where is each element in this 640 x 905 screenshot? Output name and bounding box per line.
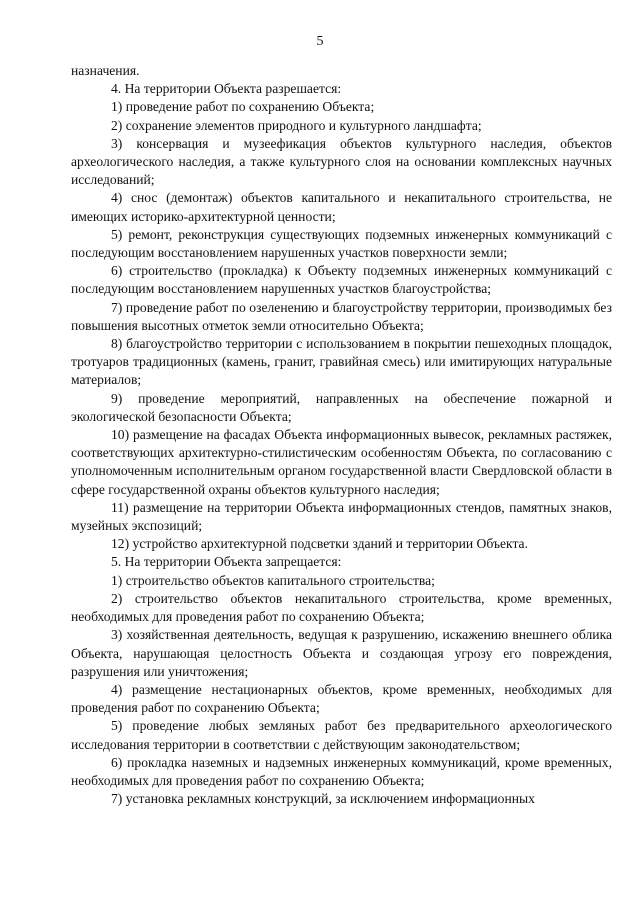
paragraph: 4) размещение нестационарных объектов, кроме временных, необходимых для проведения работ по сохранению Объекта; [71,681,612,716]
paragraph: 3) хозяйственная деятельность, ведущая к разрушению, искажению внешнего облика Объекта, нарушающая целостность Объекта и создающая угрозу его повреждения, разрушения или уничтожения; [71,627,612,679]
paragraph: 4) снос (демонтаж) объектов капитального и некапитального строительства, не имеющих историко-архитектурной ценности; [71,190,612,224]
paragraph: 1) строительство объектов капитального строительства; [111,572,435,588]
paragraph: 5) проведение любых земляных работ без предварительного археологического исследования территории в соответствии с действующим законодательством; [71,718,612,752]
paragraph: 5) ремонт, реконструкция существующих подземных инженерных коммуникаций с последующим восстановлением нарушенных участков поверхности земли; [71,226,612,261]
paragraph: 12) устройство архитектурной подсветки зданий и территории Объекта. [111,536,528,552]
paragraph: 7) установка рекламных конструкций, за исключением информационных [111,791,535,807]
paragraph: 10) размещение на фасадах Объекта информационных вывесок, рекламных растяжек, соответствующих архитектурно-стилистическим особенностям Объекта, по согласованию с уполномоченным исполнительным органом государственной власти Свердловской области в сфере государственной охраны объектов культурного наследия; [71,427,612,497]
section-4-heading: 4. На территории Объекта разрешается: [111,81,342,97]
paragraph: 7) проведение работ по озеленению и благоустройству территории, производимых без повышения высотных отметок земли относительно Объекта; [71,299,612,333]
paragraph: 6) прокладка наземных и надземных инженерных коммуникаций, кроме временных, необходимых для проведения работ по сохранению Объекта; [71,754,612,788]
section-5-heading: 5. На территории Объекта запрещается: [111,554,342,570]
continuation-line: назначения. [71,63,140,78]
paragraph: 3) консервация и музеефикация объектов культурного наследия, объектов археологического наследия, а также культурного слоя на основании комплексных научных исследований; [71,135,612,188]
page-number: 5 [316,34,324,49]
paragraph: 2) сохранение элементов природного и культурного ландшафта; [111,117,482,133]
document-body [71,62,612,808]
paragraph: 9) проведение мероприятий, направленных на обеспечение пожарной и экологической безопасности Объекта; [71,390,612,424]
paragraph: 6) строительство (прокладка) к Объекту подземных инженерных коммуникаций с последующим восстановлением нарушенных участков благоустройства; [71,263,612,297]
paragraph: 8) благоустройство территории с использованием в покрытии пешеходных площадок, тротуаров традиционных (камень, гранит, гравийная смесь) или имитирующих натуральные материалов; [71,336,612,388]
paragraph: 1) проведение работ по сохранению Объекта; [111,99,375,115]
paragraph: 2) строительство объектов некапитального строительства, кроме временных, необходимых для проведения работ по сохранению Объекта; [71,590,612,625]
paragraph: 11) размещение на территории Объекта информационных стендов, памятных знаков, музейных экспозиций; [71,499,612,534]
